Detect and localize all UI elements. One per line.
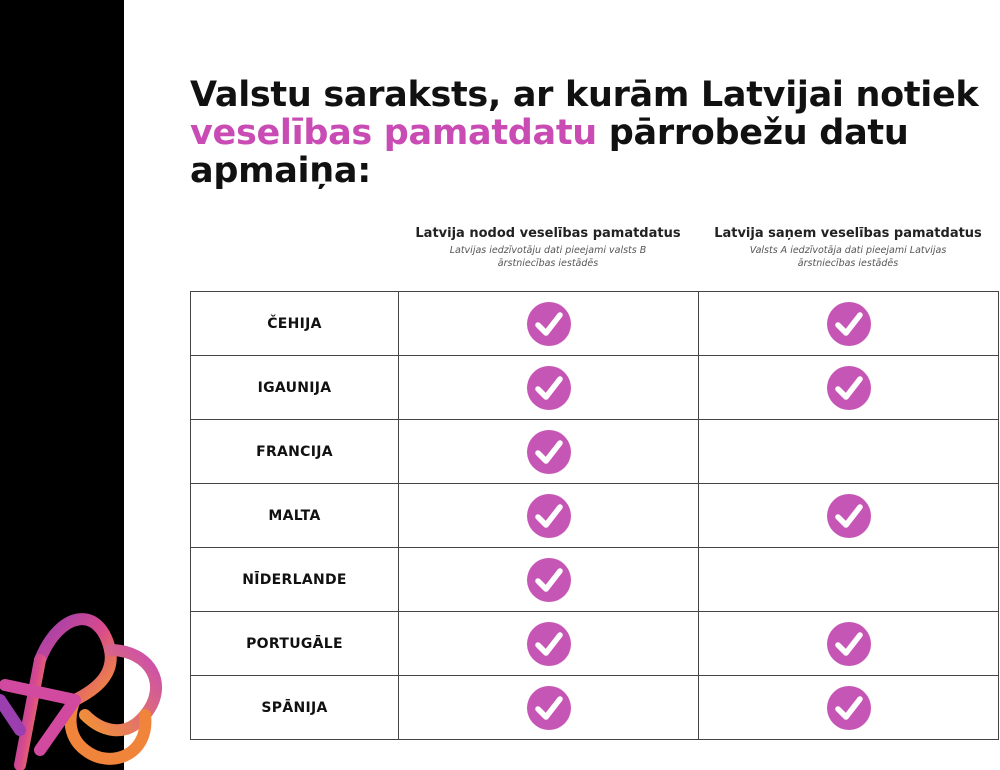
- check-circle-icon: [526, 557, 572, 603]
- sends-cell: [399, 292, 699, 356]
- table-row: [191, 548, 999, 612]
- receives-cell: [699, 548, 999, 612]
- sends-cell: [399, 484, 699, 548]
- title-line-1: Valstu saraksts, ar kurām Latvijai notiek: [190, 75, 979, 115]
- receives-cell: [699, 484, 999, 548]
- check-circle-icon: [526, 429, 572, 475]
- country-name: IGAUNIJA: [191, 356, 399, 420]
- check-circle-icon: [526, 621, 572, 667]
- title-line-2: [190, 114, 980, 152]
- table-row: [191, 420, 999, 484]
- title-line-2-rest: pārrobežu datu: [596, 113, 909, 153]
- country-name: FRANCIJA: [191, 420, 399, 484]
- country-table: [190, 291, 999, 740]
- table-row: [191, 676, 999, 740]
- brand-logo-icon: [0, 590, 170, 770]
- table-row: [191, 612, 999, 676]
- country-name: SPĀNIJA: [191, 676, 399, 740]
- column-header-receives-sub: Valsts A iedzīvotāja dati pieejami Latvijas ārstniecības iestādēs: [749, 245, 947, 269]
- column-header-receives-label: Latvija saņem veselības pamatdatus: [714, 226, 982, 241]
- country-name: ČEHIJA: [191, 292, 399, 356]
- table-row: [191, 292, 999, 356]
- check-circle-icon: [526, 365, 572, 411]
- column-header-receives: [700, 226, 996, 270]
- sends-cell: [399, 676, 699, 740]
- check-circle-icon: [526, 301, 572, 347]
- receives-cell: [699, 420, 999, 484]
- check-circle-icon: [826, 493, 872, 539]
- country-name: MALTA: [191, 484, 399, 548]
- check-circle-icon: [526, 685, 572, 731]
- country-name: PORTUGĀLE: [191, 612, 399, 676]
- column-header-sends: [400, 226, 696, 270]
- receives-cell: [699, 356, 999, 420]
- column-header-sends-sub: Latvijas iedzīvotāju dati pieejami valsts B ārstniecības iestādēs: [449, 245, 647, 269]
- page-title: [190, 76, 980, 190]
- sends-cell: [399, 612, 699, 676]
- table-row: [191, 356, 999, 420]
- title-highlight: veselības pamatdatu: [190, 113, 597, 153]
- sends-cell: [399, 420, 699, 484]
- check-circle-icon: [526, 493, 572, 539]
- title-line-3: apmaiņa:: [190, 151, 371, 191]
- table-row: [191, 484, 999, 548]
- check-circle-icon: [826, 621, 872, 667]
- check-circle-icon: [826, 365, 872, 411]
- check-circle-icon: [826, 685, 872, 731]
- column-header-sends-label: Latvija nodod veselības pamatdatus: [415, 226, 681, 241]
- check-circle-icon: [826, 301, 872, 347]
- sends-cell: [399, 356, 699, 420]
- receives-cell: [699, 612, 999, 676]
- country-name: NĪDERLANDE: [191, 548, 399, 612]
- receives-cell: [699, 676, 999, 740]
- receives-cell: [699, 292, 999, 356]
- sends-cell: [399, 548, 699, 612]
